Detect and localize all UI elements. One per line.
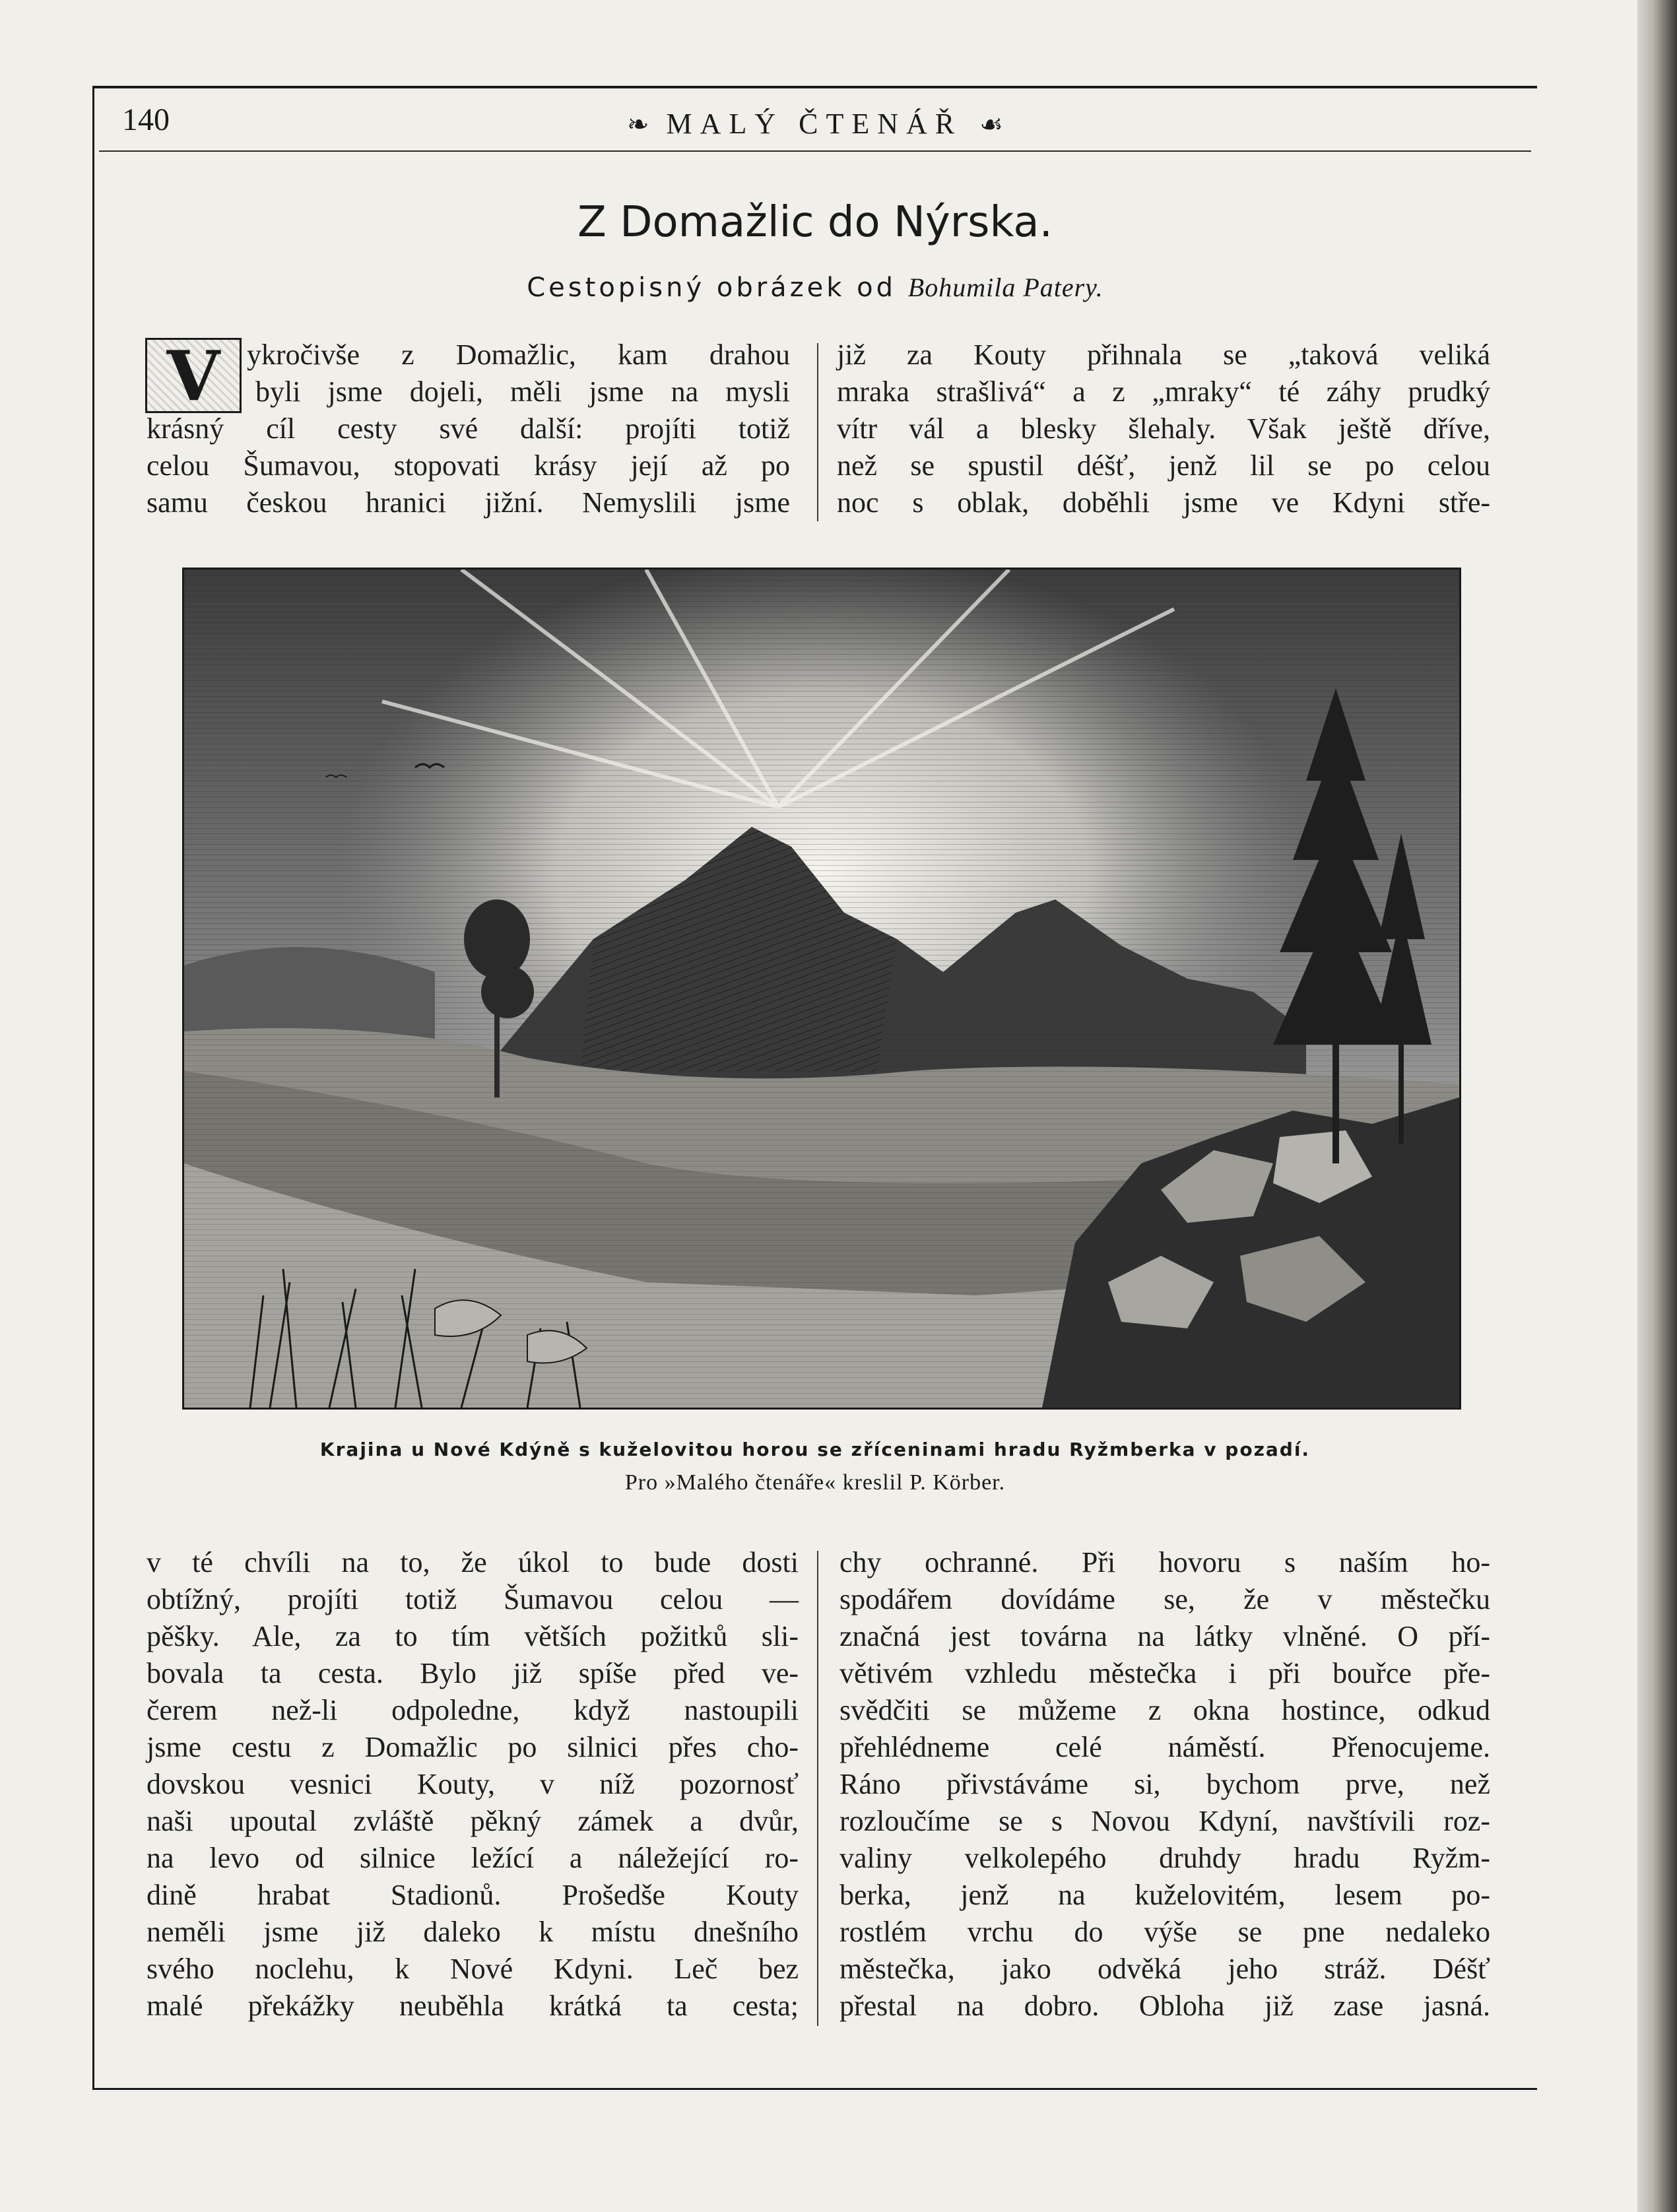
text-line: samu českou hranici jižní. Nemyslili jsme <box>147 486 790 519</box>
journal-title-line <box>99 107 1531 141</box>
column-top-left <box>147 337 790 521</box>
text-line: obtížný, projíti totiž Šumavou celou — <box>147 1583 799 1615</box>
text-line: rozloučíme se s Novou Kdyní, navštívili roz- <box>839 1805 1490 1837</box>
text-line: celou Šumavou, stopovati krásy její až po <box>147 449 790 482</box>
text-line: svědčiti se můžeme z okna hostince, odkud <box>839 1694 1490 1726</box>
text-line: značná jest továrna na látky vlněné. O pří- <box>839 1620 1490 1652</box>
text-line: noc s oblak, doběhli jsme ve Kdyni stře- <box>837 486 1490 519</box>
ornament-left-icon: ❧ <box>627 110 649 139</box>
article-subtitle <box>0 272 1630 303</box>
text-line: Ráno přivstáváme si, bychom prve, než <box>839 1768 1490 1800</box>
text-line: již za Kouty přihnala se „taková veliká <box>837 339 1490 371</box>
column-divider <box>817 1551 818 2026</box>
text-line: rostlém vrchu do výše se pne nedaleko <box>839 1916 1490 1948</box>
text-line: chy ochranné. Při hovoru s naším ho- <box>839 1546 1490 1578</box>
article-title: Z Domažlic do Nýrska. <box>577 198 1053 247</box>
text-line: neměli jsme již daleko k místu dnešního <box>147 1916 799 1948</box>
running-header <box>99 98 1531 152</box>
text-line: čerem než-li odpoledne, když nastoupili <box>147 1694 799 1726</box>
column-bottom-right <box>839 1544 1490 2025</box>
text-line: než se spustil déšť, jenž lil se po celou <box>837 449 1490 482</box>
text-line: dovskou vesnici Kouty, v níž pozornosť <box>147 1768 799 1800</box>
text-line: krásný cíl cesty své další: projíti totiž <box>147 412 790 445</box>
figure-credit: Pro »Malého čtenáře« kreslil P. Körber. <box>624 1470 1006 1495</box>
column-divider <box>817 343 818 521</box>
page-number: 140 <box>122 102 170 137</box>
landscape-illustration <box>182 568 1461 1410</box>
text-line: bovala ta cesta. Bylo již spíše před ve- <box>147 1657 799 1689</box>
text-line: ykročivše z Domažlic, kam drahou <box>247 339 790 371</box>
text-line: jsme cestu z Domažlic po silnici přes cho- <box>147 1731 799 1763</box>
text-line: na levo od silnice ležící a náležející ro- <box>147 1842 799 1874</box>
text-line: větivém vzhledu městečka i při bouřce pře- <box>839 1657 1490 1689</box>
column-bottom-left <box>147 1544 799 2025</box>
text-line: valiny velkolepého druhdy hradu Ryžm- <box>839 1842 1490 1874</box>
text-line: svého noclehu, k Nové Kdyni. Leč bez <box>147 1953 799 1985</box>
drop-cap: V <box>145 338 242 413</box>
text-line: malé překážky neuběhla krátká ta cesta; <box>147 1990 799 2022</box>
text-line: spodářem dovídáme se, že v městečku <box>839 1583 1490 1615</box>
text-line: pěšky. Ale, za to tím větších požitků sli- <box>147 1620 799 1652</box>
landscape-engraving <box>184 569 1459 1408</box>
book-edge-shadow <box>1637 0 1677 2212</box>
text-line: mraka strašlivá“ a z „mraky“ té záhy prudký <box>837 375 1490 408</box>
text-line: dině hrabat Stadionů. Prošedše Kouty <box>147 1879 799 1911</box>
text-line: přehlédneme celé náměstí. Přenocujeme. <box>839 1731 1490 1763</box>
text-line: vítr vál a blesky šlehaly. Však ještě dříve, <box>837 412 1490 445</box>
text-line: městečka, jako odvěká jeho stráž. Déšť <box>839 1953 1490 1985</box>
ornament-right-icon: ☙ <box>979 110 1003 139</box>
text-line: přestal na dobro. Obloha již zase jasná. <box>839 1990 1490 2022</box>
column-top-right <box>837 337 1490 521</box>
text-line: berka, jenž na kuželovitém, lesem po- <box>839 1879 1490 1911</box>
journal-title: MALÝ ČTENÁŘ <box>666 108 963 140</box>
figure-caption: Krajina u Nové Kdýně s kuželovitou horou se zříceninami hradu Ryžmberka v pozadí. <box>319 1439 1311 1460</box>
subtitle-text: Cestopisný obrázek od <box>527 273 897 303</box>
text-line: byli jsme dojeli, měli jsme na mysli <box>255 375 790 408</box>
text-line: v té chvíli na to, že úkol to bude dosti <box>147 1546 799 1578</box>
author-name: Bohumila Patery. <box>907 273 1103 302</box>
text-line: naši upoutal zvláště pěkný zámek a dvůr, <box>147 1805 799 1837</box>
